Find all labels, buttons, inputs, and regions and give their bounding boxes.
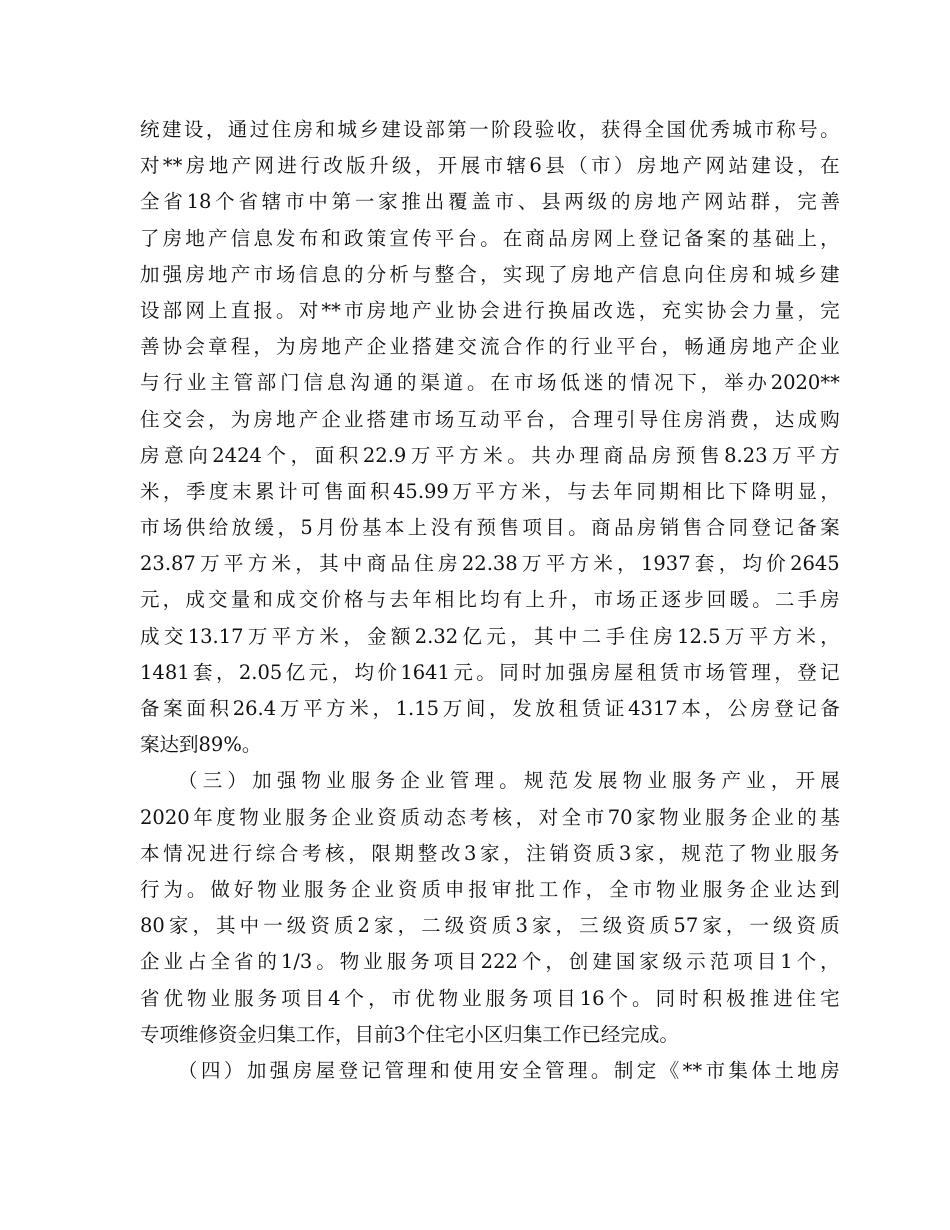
text-line: 设 部 网 上 直 报 。 对 ** 市 房 地 产 业 协 会 进 行 换 届 改 选 ， 充 实 协 会 力 量 ， 完 bbox=[140, 298, 840, 322]
text-line: 专项维修资金归集工作，目前3个住宅小区归集工作已经完成。 bbox=[140, 1022, 679, 1046]
text-line: 了 房 地 产 信 息 发 布 和 政 策 宣 传 平 台 。 在 商 品 房 网 上 登 记 备 案 的 基 础 上 ， bbox=[140, 226, 840, 250]
text-line: 1481 套 ， 2.05 亿 元 ， 均 价 1641 元 。 同 时 加 强 房 屋 租 赁 市 场 管 理 ， 登 记 bbox=[140, 660, 840, 684]
text-line: 市 场 供 给 放 缓 ， 5 月 份 基 本 上 没 有 预 售 项 目 。 商 品 房 销 售 合 同 登 记 备 案 bbox=[140, 516, 840, 540]
text-line: 案达到89%。 bbox=[140, 733, 262, 757]
section-heading-line: （ 三 ） 加 强 物 业 服 务 企 业 管 理 。 规 范 发 展 物 业 服 务 产 业 ， 开 展 bbox=[178, 769, 840, 793]
text-line: 企 业 占 全 省 的 1/3 。 物 业 服 务 项 目 222 个 ， 创 建 国 家 级 示 范 项 目 1 个 ， bbox=[140, 950, 840, 974]
text-line: 房 意 向 2424 个 ， 面 积 22.9 万 平 方 米 。 共 办 理 商 品 房 预 售 8.23 万 平 方 bbox=[140, 443, 840, 467]
text-line: 23.87 万 平 方 米 ， 其 中 商 品 住 房 22.38 万 平 方 米 ， 1937 套 ， 均 价 2645 bbox=[140, 552, 840, 576]
text-line: 与 行 业 主 管 部 门 信 息 沟 通 的 渠 道 。 在 市 场 低 迷 的 情 况 下 ， 举 办 2020** bbox=[140, 371, 840, 395]
text-line: 对 ** 房 地 产 网 进 行 改 版 升 级 ， 开 展 市 辖 6 县 （ 市 ） 房 地 产 网 站 建 设 ， 在 bbox=[140, 154, 840, 178]
text-line: 米 ， 季 度 末 累 计 可 售 面 积 45.99 万 平 方 米 ， 与 去 年 同 期 相 比 下 降 明 显 ， bbox=[140, 479, 840, 503]
text-line: 行 为 。 做 好 物 业 服 务 企 业 资 质 申 报 审 批 工 作 ， 全 市 物 业 服 务 企 业 达 到 bbox=[140, 877, 840, 901]
text-line: 2020 年 度 物 业 服 务 企 业 资 质 动 态 考 核 ， 对 全 市 70 家 物 业 服 务 企 业 的 基 bbox=[140, 805, 840, 829]
text-line: 善 协 会 章 程 ， 为 房 地 产 企 业 搭 建 交 流 合 作 的 行 业 平 台 ， 畅 通 房 地 产 企 业 bbox=[140, 335, 840, 359]
text-line: 加 强 房 地 产 市 场 信 息 的 分 析 与 整 合 ， 实 现 了 房 地 产 信 息 向 住 房 和 城 乡 建 bbox=[140, 262, 840, 286]
text-line: 元 ， 成 交 量 和 成 交 价 格 与 去 年 相 比 均 有 上 升 ， 市 场 正 逐 步 回 暖 。 二 手 房 bbox=[140, 588, 840, 612]
text-line: 备 案 面 积 26.4 万 平 方 米 ， 1.15 万 间 ， 发 放 租 赁 证 4317 本 ， 公 房 登 记 备 bbox=[140, 697, 840, 720]
text-line: 成 交 13.17 万 平 方 米 ， 金 额 2.32 亿 元 ， 其 中 二 手 住 房 12.5 万 平 方 米 ， bbox=[140, 624, 840, 648]
text-line: 80 家 ， 其 中 一 级 资 质 2 家 ， 二 级 资 质 3 家 ， 三 级 资 质 57 家 ， 一 级 资 质 bbox=[140, 914, 840, 938]
text-line: 全 省 18 个 省 辖 市 中 第 一 家 推 出 覆 盖 市 、 县 两 级 的 房 地 产 网 站 群 ， 完 善 bbox=[140, 190, 840, 214]
text-line: 本 情 况 进 行 综 合 考 核 ， 限 期 整 改 3 家 ， 注 销 资 质 3 家 ， 规 范 了 物 业 服 务 bbox=[140, 841, 840, 865]
document-body bbox=[140, 112, 840, 1089]
text-line: 统 建 设 ， 通 过 住 房 和 城 乡 建 设 部 第 一 阶 段 验 收 ， 获 得 全 国 优 秀 城 市 称 号 。 bbox=[140, 118, 840, 141]
section-heading-line: （ 四 ） 加 强 房 屋 登 记 管 理 和 使 用 安 全 管 理 。 制 定 《 ** 市 集 体 土 地 房 bbox=[178, 1058, 840, 1082]
text-line: 省 优 物 业 服 务 项 目 4 个 ， 市 优 物 业 服 务 项 目 16 个 。 同 时 积 极 推 进 住 宅 bbox=[140, 986, 840, 1010]
text-line: 住 交 会 ， 为 房 地 产 企 业 搭 建 市 场 互 动 平 台 ， 合 理 引 导 住 房 消 费 ， 达 成 购 bbox=[140, 407, 840, 431]
